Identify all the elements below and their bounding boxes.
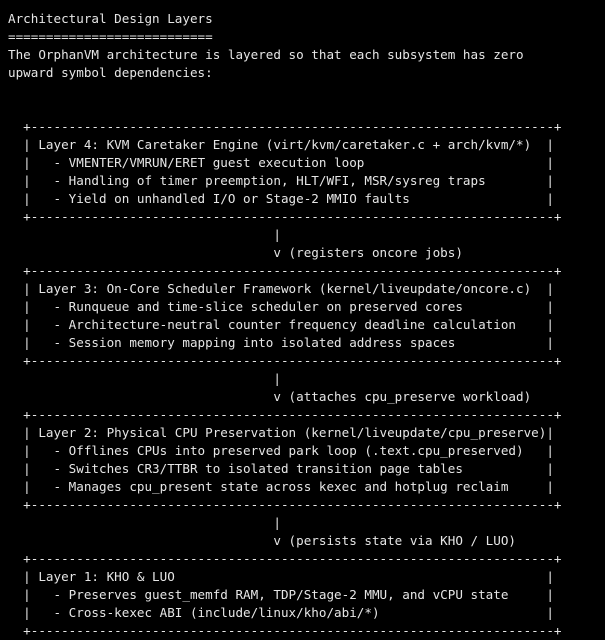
terminal-line: +---------------------------------------------------------------------+ (8, 497, 562, 512)
terminal-line: v (attaches cpu_preserve workload) (8, 389, 532, 404)
terminal-line: | - Yield on unhandled I/O or Stage-2 MMIO faults | (8, 191, 554, 206)
terminal-line: +---------------------------------------------------------------------+ (8, 209, 562, 224)
terminal-line: The OrphanVM architecture is layered so that each subsystem has zero (8, 47, 524, 62)
terminal-line: | - Runqueue and time-slice scheduler on preserved cores | (8, 299, 554, 314)
terminal-line: | Layer 2: Physical CPU Preservation (kernel/liveupdate/cpu_preserve)| (8, 425, 554, 440)
terminal-line: | - Cross-kexec ABI (include/linux/kho/abi/*) | (8, 605, 554, 620)
terminal-line: | - Preserves guest_memfd RAM, TDP/Stage-2 MMU, and vCPU state | (8, 587, 554, 602)
terminal-line: | - VMENTER/VMRUN/ERET guest execution loop | (8, 155, 554, 170)
terminal-line: | - Architecture-neutral counter frequency deadline calculation | (8, 317, 554, 332)
terminal-line: | - Handling of timer preemption, HLT/WFI, MSR/sysreg traps | (8, 173, 554, 188)
terminal-line: upward symbol dependencies: (8, 65, 213, 80)
terminal-line (8, 82, 562, 100)
terminal-line: +---------------------------------------------------------------------+ (8, 263, 562, 278)
terminal-line: v (persists state via KHO / LUO) (8, 533, 516, 548)
terminal-line: | (8, 227, 281, 242)
terminal-line: | Layer 3: On-Core Scheduler Framework (kernel/liveupdate/oncore.c) | (8, 281, 554, 296)
terminal-line (8, 100, 562, 118)
terminal-line: | (8, 371, 281, 386)
terminal-line: v (registers oncore jobs) (8, 245, 463, 260)
terminal-line: | Layer 1: KHO & LUO | (8, 569, 554, 584)
terminal-line: +---------------------------------------------------------------------+ (8, 353, 562, 368)
terminal-line: | - Switches CR3/TTBR to isolated transition page tables | (8, 461, 554, 476)
terminal-line: | (8, 515, 281, 530)
terminal-line: | Layer 4: KVM Caretaker Engine (virt/kvm/caretaker.c + arch/kvm/*) | (8, 137, 554, 152)
terminal-line: Architectural Design Layers (8, 11, 213, 26)
terminal-line: +---------------------------------------------------------------------+ (8, 119, 562, 134)
terminal-line: +---------------------------------------------------------------------+ (8, 551, 562, 566)
terminal-line: +---------------------------------------------------------------------+ (8, 407, 562, 422)
terminal-line: | - Offlines CPUs into preserved park loop (.text.cpu_preserved) | (8, 443, 554, 458)
terminal-line: =========================== (8, 29, 213, 44)
terminal-line: | - Session memory mapping into isolated address spaces | (8, 335, 554, 350)
terminal-line: | - Manages cpu_present state across kexec and hotplug reclaim | (8, 479, 554, 494)
terminal-line: +---------------------------------------------------------------------+ (8, 623, 562, 638)
terminal-output (8, 10, 562, 640)
